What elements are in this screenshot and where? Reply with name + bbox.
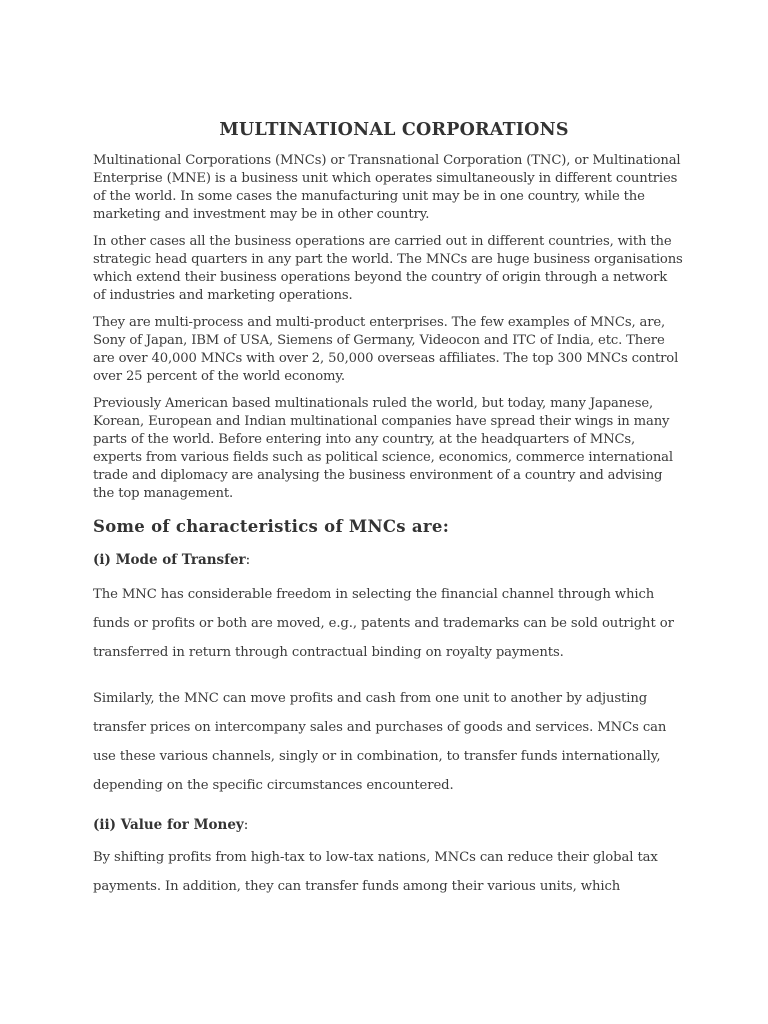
characteristics-heading: Some of characteristics of MNCs are: xyxy=(93,517,450,536)
value-for-money-heading-colon: : xyxy=(243,817,249,833)
intro-paragraph-1: Multinational Corporations (MNCs) or Transnational Corporation (TNC), or Multinational Enterprise (MNE) is a business unit which operates simultaneously in different countries of the world. In some cases the manufacturing unit may be in one country, while the marketing and investment may be in other country. xyxy=(93,153,681,222)
intro-paragraph-3: They are multi-process and multi-product enterprises. The few examples of MNCs, are, Sony of Japan, IBM of USA, Siemens of Germany, Videocon and ITC of India, etc. There are over 40,000 MNCs with over 2, 50,000 overseas affiliates. The top 300 MNCs control over 25 percent of the world economy. xyxy=(93,315,679,384)
value-for-money-paragraph-1: By shifting profits from high-tax to low-tax nations, MNCs can reduce their global tax payments. In addition, they can transfer funds among their various units, which xyxy=(93,850,658,894)
document-page xyxy=(93,120,683,901)
mode-of-transfer-paragraph-1: The MNC has considerable freedom in selecting the financial channel through which funds or profits or both are moved, e.g., patents and trademarks can be sold outright or transferred in return through contractual binding on royalty payments. xyxy=(93,587,674,660)
mode-of-transfer-heading xyxy=(93,552,683,568)
value-for-money-heading xyxy=(93,817,683,833)
page-title: MULTINATIONAL CORPORATIONS xyxy=(219,120,569,140)
value-for-money-heading-text: (ii) Value for Money xyxy=(93,817,244,833)
mode-of-transfer-heading-colon: : xyxy=(245,552,251,568)
intro-paragraph-4: Previously American based multinationals ruled the world, but today, many Japanese, Korean, European and Indian multinational companies have spread their wings in many parts of the world. Before entering into any country, at the headquarters of MNCs, experts from various fields such as political science, economics, commerce international trade and diplomacy are analysing the business environment of a country and advising the top management. xyxy=(93,396,673,501)
mode-of-transfer-paragraph-2: Similarly, the MNC can move profits and cash from one unit to another by adjusting transfer prices on intercompany sales and purchases of goods and services. MNCs can use these various channels, singly or in combination, to transfer funds internationally, depending on the specific circumstances encountered. xyxy=(93,691,667,793)
mode-of-transfer-heading-text: (i) Mode of Transfer xyxy=(93,552,246,568)
intro-paragraph-2: In other cases all the business operations are carried out in different countries, with the strategic head quarters in any part the world. The MNCs are huge business organisations which extend their business operations beyond the country of origin through a network of industries and marketing operations. xyxy=(93,234,683,303)
